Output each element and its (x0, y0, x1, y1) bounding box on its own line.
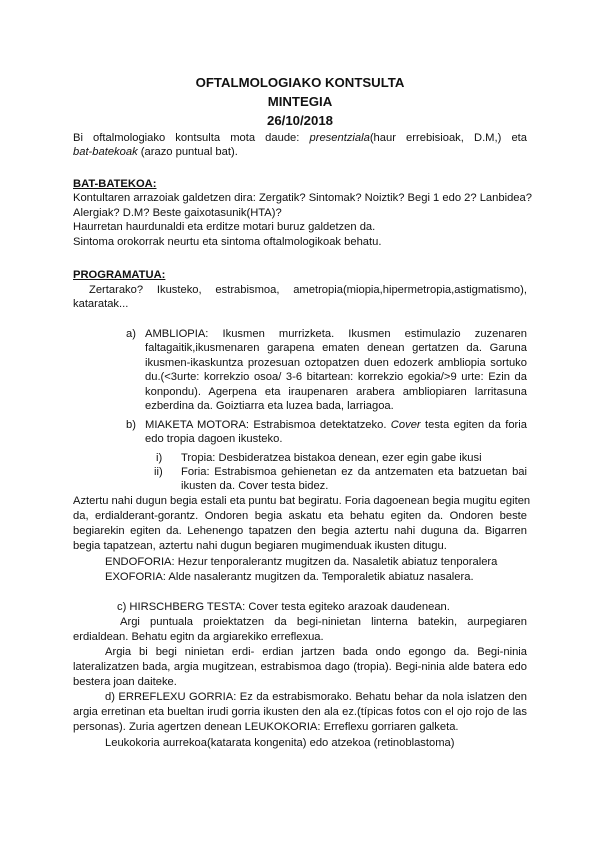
section-heading-programatua: PROGRAMATUA: (73, 269, 166, 281)
endoforia-line: ENDOFORIA: Hezur tenporalerantz mugitzen da. Nasaletik abiatuz tenporalera (105, 556, 498, 568)
leukokoria-line: Leukokoria aurrekoa(katarata kongenita) edo atzekoa (retinoblastoma) (105, 737, 455, 749)
list-marker-i: i) (156, 452, 163, 464)
batbatekoa-line: Sintoma orokorrak neurtu eta sintoma oftalmologikoak behatu. (73, 236, 382, 248)
batbatekoa-line: Kontultaren arrazoiak galdetzen dira: Zergatik? Sintomak? Noiztik? Begi 1 edo 2? Lanbidea? (73, 192, 532, 204)
document-date: 26/10/2018 (266, 113, 333, 128)
ambliopia-line: AMBLIOPIA: Ikusmen murrizketa. Ikusmen estimulazio zuzenaren (145, 328, 527, 340)
cover-test-paragraph-line: begia tapatzean, aztertu nahi dugun begiaren mugimenduak ikusten ditugu. (73, 540, 447, 552)
list-marker-b: b) (126, 419, 136, 431)
exoforia-line: EXOFORIA: Alde nasalerantz mugitzen da. Temporaletik abiatuz nasalera. (105, 571, 474, 583)
miaketa-text: testa egiten da foria (420, 419, 527, 431)
intro-text: (arazo puntual bat). (137, 146, 238, 158)
tropia-line: Tropia: Desbideratzea bistakoa denean, ezer egin gabe ikusi (181, 452, 482, 464)
miaketa-text: MIAKETA MOTORA: Estrabismoa detektatzeko. (145, 419, 391, 431)
ambliopia-line: konpondu). Agerpena eta iraupenaren arabera ambliopiaren larritasuna (145, 386, 527, 398)
hirschberg-line: Argia bi begi ninietan erdi- erdian jartzen bada ondo egongo da. Begi-ninia (105, 646, 527, 658)
cover-test-paragraph-line: Aztertu nahi dugun begia estali eta puntu bat begiratu. Foria dagoenean begia mugitu egiten (73, 495, 531, 507)
miaketa-line (145, 418, 527, 432)
hirschberg-heading: c) HIRSCHBERG TESTA: Cover testa egiteko arazoak daudenean. (117, 601, 450, 613)
intro-presentziala: presentziala (309, 132, 370, 144)
foria-line: ikusten da. Cover testa bidez. (181, 480, 329, 492)
hirschberg-line: Argi puntuala proiektatzen da begi-ninietan linterna batekin, aurpegiaren (120, 616, 527, 628)
cover-test-paragraph-line: begiarekin egiten da. Lehenengo tapatzen den begia aztertu nahi duguna da. Bigarren (73, 525, 527, 537)
hirschberg-line: erdialdean. Behatu egitn da argiarekiko erreflexua. (73, 631, 324, 643)
intro-line-1 (73, 131, 527, 145)
list-marker-a: a) (126, 328, 136, 340)
list-marker-ii: ii) (154, 466, 163, 478)
intro-text: (haur errebisioak, D.M,) eta (369, 132, 527, 144)
erreflexu-gorria-line: d) ERREFLEXU GORRIA: Ez da estrabismorako. Behatu behar da nola islatzen den (105, 691, 527, 703)
ambliopia-line: ezberdina da. Goiztiarra eta luzea bada, larriagoa. (145, 400, 394, 412)
programatua-intro: Zertarako? Ikusteko, estrabismoa, ametropia(miopia,hipermetropia,astigmatismo), (89, 284, 527, 296)
document-title: OFTALMOLOGIAKO KONTSULTA (195, 75, 405, 90)
ambliopia-line: du.(<3urte: korrekzio osoa/ 3-6 bitartean: korrekzio egokia/>9 urte: Ezin da (145, 371, 527, 383)
intro-line-2 (73, 145, 238, 159)
cover-test-paragraph-line: da, erdialderant-gorantz. Ondoren begia askatu eta behatu egiten da. Ondoren beste (73, 510, 527, 522)
intro-text: Bi oftalmologiako kontsulta mota daude: (73, 132, 310, 144)
miaketa-cover: Cover (390, 419, 421, 431)
hirschberg-line: bestera joan daiteke. (73, 676, 177, 688)
document-subtitle: MINTEGIA (267, 94, 333, 109)
foria-line: Foria: Estrabismoa gehienetan ez da antzematen eta batzuetan bai (181, 466, 527, 478)
batbatekoa-line: Haurretan haurdunaldi eta erditze motari buruz galdetzen da. (73, 221, 376, 233)
miaketa-line: edo tropia dagoen ikusteko. (145, 433, 283, 445)
batbatekoa-line: Alergiak? D.M? Beste gaixotasunik(HTA)? (73, 207, 282, 219)
erreflexu-gorria-line: argia erretinan eta bueltan irudi gorria ikusten den ala ez.(típicas fotos con el ojo rojo de las (73, 706, 527, 718)
intro-batbatekoak: bat-batekoak (73, 146, 138, 158)
programatua-intro: kataratak... (73, 298, 129, 310)
ambliopia-line: faltagaitik,ikusmenaren garapena ematen denean gertatzen da. Garuna (145, 342, 527, 354)
erreflexu-gorria-line: personas). Zuria agertzen denean LEUKOKORIA: Erreflexu gorriaren galketa. (73, 721, 459, 733)
ambliopia-line: ikusmen-ikaskuntza prozesuan oztopatzen duen edozerk ambliopia sortuko (145, 357, 527, 369)
hirschberg-line: lateralizatzen bada, argia mugitzean, estrabismoa dago (tropia). Begi-ninia alde batera edo (73, 661, 527, 673)
section-heading-batbatekoa: BAT-BATEKOA: (73, 178, 157, 190)
